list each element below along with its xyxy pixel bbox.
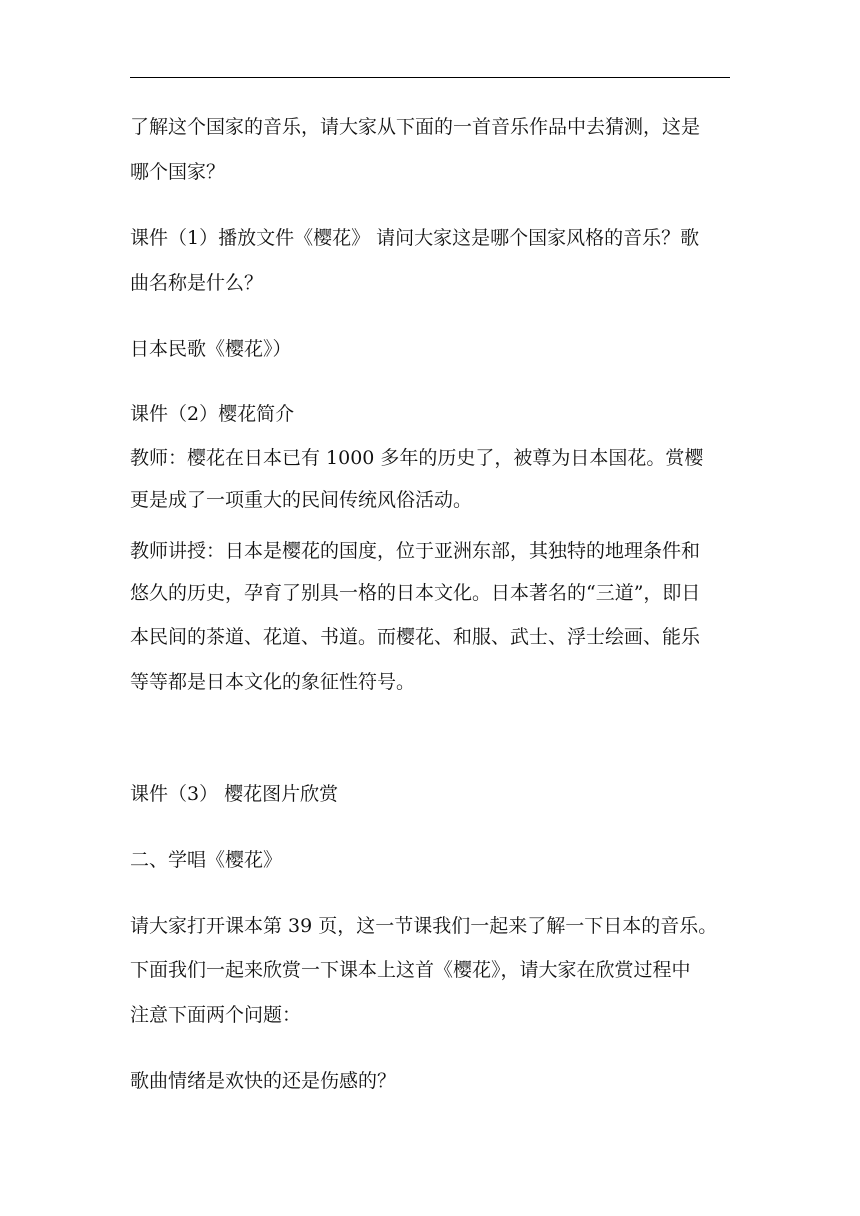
paragraph-line: 下面我们一起来欣赏一下课本上这首《樱花》，请大家在欣赏过程中 (130, 959, 691, 981)
paragraph-line: 本民间的茶道、花道、书道。而樱花、和服、武士、浮士绘画、能乐 (130, 626, 701, 648)
section-heading: 课件（2）樱花简介 (130, 403, 295, 425)
paragraph-line: 等等都是日本文化的象征性符号。 (130, 671, 416, 693)
paragraph-line: 注意下面两个问题： (130, 1004, 302, 1026)
paragraph-line: 曲名称是什么？ (130, 272, 264, 294)
paragraph-line: 请大家打开课本第 39 页，这一节课我们一起来了解一下日本的音乐。 (130, 915, 718, 937)
paragraph-line: 教师：樱花在日本已有 1000 多年的历史了，被尊为日本国花。赏樱 (130, 447, 704, 469)
paragraph-line: 日本民歌《樱花》） (130, 338, 292, 360)
paragraph-line: 歌曲情绪是欢快的还是伤感的？ (130, 1070, 397, 1092)
paragraph-line: 更是成了一项重大的民间传统风俗活动。 (130, 489, 473, 511)
header-rule (130, 77, 730, 78)
paragraph-line: 课件（1）播放文件《樱花》 请问大家这是哪个国家风格的音乐？歌 (130, 227, 700, 249)
section-heading: 二、学唱《樱花》 (130, 849, 283, 871)
section-heading: 课件（3） 樱花图片欣赏 (130, 783, 339, 805)
paragraph-line: 教师讲授：日本是樱花的国度，位于亚洲东部，其独特的地理条件和 (130, 540, 701, 562)
paragraph-line: 哪个国家？ (130, 161, 226, 183)
paragraph-line: 悠久的历史，孕育了别具一格的日本文化。日本著名的“三道”，即日 (130, 582, 701, 604)
paragraph-line: 了解这个国家的音乐，请大家从下面的一首音乐作品中去猜测，这是 (130, 116, 701, 138)
